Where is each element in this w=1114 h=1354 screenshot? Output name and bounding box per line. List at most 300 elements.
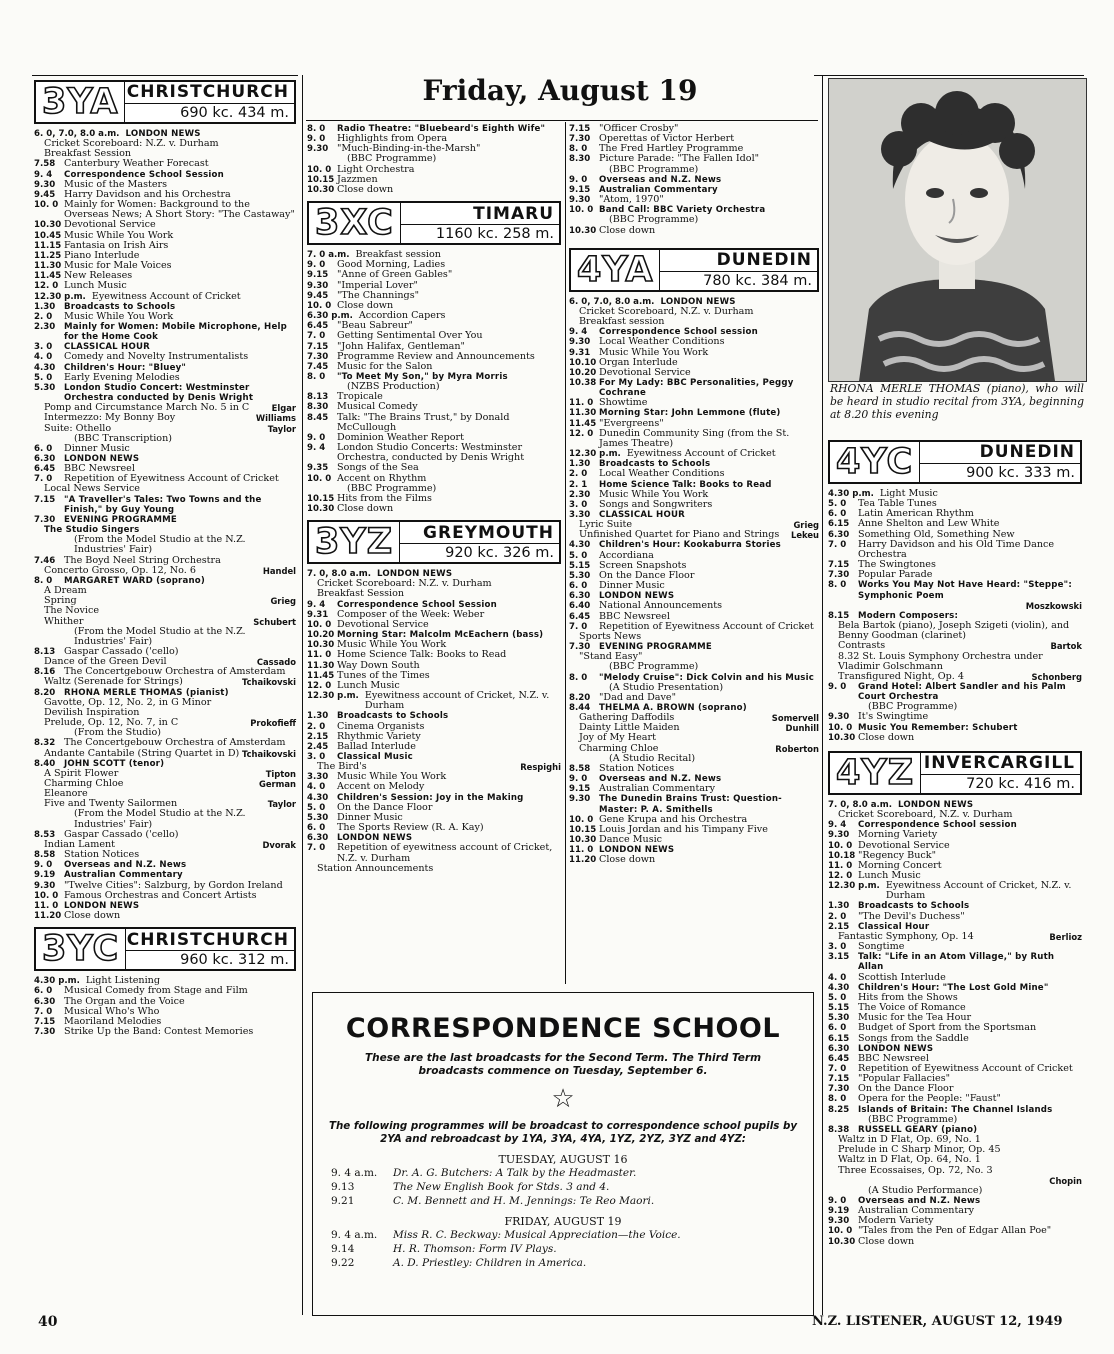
- programme-entry: [34, 738, 296, 748]
- programme-time: 9.19: [34, 870, 56, 881]
- programme-time: 9.15: [307, 270, 329, 281]
- programme-time: 12.30 p.m.: [307, 691, 359, 702]
- programme-title: LONDON NEWS: [125, 129, 201, 139]
- programme-title: Musical Comedy from Stage and Film: [64, 985, 248, 997]
- header-underline: [306, 120, 818, 121]
- programme-title: LONDON NEWS: [660, 296, 736, 307]
- programme-title: Music While You Work: [64, 229, 174, 241]
- composer: Taylor: [267, 799, 296, 810]
- programme-title: The Voice of Romance: [858, 1002, 966, 1014]
- programme-title: LONDON NEWS: [64, 454, 140, 464]
- programme-time: 3.15: [828, 952, 850, 963]
- programme-note: Breakfast session: [579, 316, 665, 328]
- programme-title: "Atom, 1970": [599, 194, 664, 206]
- work-title: Andante Cantabile (String Quartet in D): [44, 747, 240, 759]
- programme-title: Music for the Tea Hour: [858, 1012, 972, 1024]
- programme-title: The Concertgebouw Orchestra of Amsterdam: [64, 737, 286, 749]
- correspondence-time: 9.14: [331, 1243, 355, 1255]
- correspondence-item: [331, 1166, 813, 1180]
- correspondence-time: 9. 4 a.m.: [331, 1229, 378, 1241]
- programme-title: New Releases: [64, 270, 133, 282]
- programme-title: On the Dance Floor: [599, 569, 695, 581]
- station-banner-4ya: [569, 248, 819, 292]
- programme-entry: [828, 712, 1082, 722]
- programme-time: 12. 0: [828, 871, 853, 881]
- programme-title: Broadcasts to Schools: [858, 901, 970, 912]
- programme-entry: [34, 159, 296, 169]
- programme-time: 7.15: [569, 124, 591, 134]
- station-callsign: 3YZ: [309, 522, 400, 562]
- photo-caption: RHONA MERLE THOMAS (piano), who will be heard in studio recital from 3YA, beginning at 8.20 this evening: [830, 382, 1084, 422]
- programme-time: 6.30: [828, 1043, 850, 1054]
- station-callsign: 3YC: [36, 929, 126, 969]
- programme-title: "John Halifax, Gentleman": [337, 340, 465, 352]
- programme-time: 7. 0, 8.0 a.m.: [828, 799, 892, 810]
- programme-title: Mainly for Women: Mobile Microphone, Help for the Home Cook: [64, 321, 287, 343]
- programme-time: 10.30: [828, 732, 856, 743]
- programme-title: LONDON NEWS: [858, 1043, 934, 1054]
- programme-list-3xc: [307, 250, 561, 514]
- programme-title: Tropicale: [337, 391, 383, 403]
- programme-time: 10.18: [828, 850, 856, 861]
- programme-note: (From the Model Studio at the N.Z. Industries' Fair): [74, 534, 246, 556]
- programme-note: (BBC Transcription): [74, 432, 173, 444]
- station-banner-3yc: [34, 927, 296, 971]
- programme-title: Dunedin Community Sing (from the St. James Theatre): [599, 427, 790, 449]
- programme-title: Classical Music: [337, 751, 413, 762]
- station-city: CHRISTCHURCH: [126, 82, 289, 103]
- programme-entry: [34, 312, 296, 322]
- correspondence-topic: H. R. Thomson: Form IV Plays.: [393, 1243, 557, 1255]
- programme-title: Dinner Music: [599, 580, 665, 592]
- programme-title: Operettas of Victor Herbert: [599, 133, 735, 145]
- programme-title: Close down: [337, 183, 394, 195]
- programme-time: 11. 0: [34, 900, 59, 911]
- column-3ya: [34, 76, 296, 1037]
- programme-time: 9. 0: [307, 260, 326, 271]
- programme-time: 7.15: [307, 341, 329, 352]
- programme-title: Lunch Music: [64, 280, 127, 292]
- programme-time: 7. 0: [34, 474, 53, 485]
- programme-time: 7.30: [34, 514, 56, 525]
- programme-title: Correspondence School Session: [337, 599, 497, 610]
- programme-time: 10. 0: [569, 814, 594, 825]
- station-callsign: 4YZ: [830, 753, 921, 793]
- programme-time: 9. 4: [569, 327, 588, 338]
- column-2: [307, 124, 561, 874]
- publication-footer: N.Z. LISTENER, AUGUST 12, 1949: [812, 1314, 1063, 1329]
- work-title: Devilish Inspiration: [44, 706, 140, 718]
- programme-title: Morning Concert: [858, 859, 942, 871]
- programme-time: 9.15: [569, 784, 591, 795]
- programme-entry: [569, 835, 819, 845]
- programme-time: 4. 0: [307, 782, 326, 793]
- correspondence-topic: Miss R. C. Beckway: Musical Appreciation—the Voice.: [393, 1229, 681, 1241]
- programme-title: Morning Variety: [858, 829, 938, 841]
- programme-title: RUSSELL GEARY (piano): [858, 1124, 978, 1135]
- programme-time: 7.45: [307, 361, 329, 372]
- programme-time: 2. 0: [569, 469, 588, 480]
- programme-title: Devotional Service: [337, 618, 429, 630]
- programme-time: 10. 0: [34, 200, 59, 211]
- programme-time: 11.20: [34, 911, 62, 922]
- work-title: Spring: [44, 595, 77, 607]
- programme-title: Budget of Sport from the Sportsman: [858, 1022, 1037, 1034]
- programme-title: Organ Interlude: [599, 356, 678, 368]
- programme-title: For My Lady: BBC Personalities, Peggy Cochrane: [599, 377, 794, 399]
- programme-time: 10.15: [569, 824, 597, 835]
- programme-time: 11.45: [307, 670, 335, 681]
- correspondence-list-tuesday: [313, 1166, 813, 1208]
- programme-time: 4.30 p.m.: [828, 489, 874, 499]
- programme-time: 6. 0, 7.0, 8.0 a.m.: [34, 129, 120, 139]
- programme-title: LONDON NEWS: [599, 845, 675, 856]
- programme-title: Mainly for Women: Background to the Overseas News; A Short Story: "The Castaway": [64, 199, 295, 221]
- composer: Dunhill: [785, 723, 819, 734]
- top-rule-right: [814, 75, 1084, 76]
- programme-time: 7.30: [828, 1084, 850, 1095]
- programme-time: 9.31: [569, 347, 591, 358]
- correspondence-day-friday: FRIDAY, AUGUST 19: [504, 1215, 622, 1228]
- programme-note: (BBC Programme): [609, 214, 699, 226]
- programme-entry: [307, 504, 561, 514]
- programme-title: The Fred Hartley Programme: [599, 143, 744, 155]
- programme-note: (From the Model Studio at the N.Z. Industries' Fair): [74, 808, 246, 830]
- programme-time: 8.44: [569, 702, 591, 713]
- programme-title: "The Devil's Duchess": [858, 910, 965, 922]
- programme-title: Tea Table Tunes: [858, 498, 937, 510]
- programme-time: 9. 0: [828, 1196, 847, 1206]
- work-title: Gathering Daffodils: [579, 712, 675, 724]
- programme-title: Music While You Work: [599, 346, 709, 358]
- work-title: Prelude in C Sharp Minor, Op. 45: [838, 1144, 1001, 1156]
- programme-entry: [569, 784, 819, 794]
- work-line: [828, 601, 1082, 611]
- programme-title: Close down: [858, 731, 915, 743]
- correspondence-item: [331, 1194, 813, 1208]
- programme-time: 10.10: [569, 357, 597, 368]
- programme-time: 4.30: [569, 540, 591, 551]
- programme-title: Close down: [599, 224, 656, 236]
- programme-title: On the Dance Floor: [337, 801, 433, 813]
- programme-entry: [569, 794, 819, 814]
- programme-title: Dinner Music: [337, 811, 403, 823]
- programme-time: 5.15: [569, 560, 591, 571]
- programme-time: 8. 0: [307, 124, 326, 134]
- programme-title: "Anne of Green Gables": [337, 269, 453, 281]
- programme-title: Composer of the Week: Weber: [337, 608, 485, 620]
- work-title: Contrasts: [838, 640, 886, 652]
- programme-time: 8. 0: [828, 580, 847, 591]
- programme-title: "Officer Crosby": [599, 123, 679, 134]
- programme-entry: [828, 952, 1082, 972]
- programme-title: Light Music: [879, 488, 938, 499]
- programme-entry: [34, 281, 296, 291]
- programme-time: 10.30: [307, 640, 335, 651]
- programme-time: 7. 0: [307, 331, 326, 342]
- programme-title: Modern Variety: [858, 1215, 934, 1227]
- programme-time: 6.45: [569, 611, 591, 622]
- programme-title: Something Old, Something New: [858, 528, 1015, 540]
- programme-title: Station Notices: [64, 849, 140, 861]
- programme-time: 10.15: [307, 493, 335, 504]
- station-frequency: 720 kc. 416 m.: [921, 774, 1080, 793]
- programme-title: London Studio Concerts: Westminster Orchestra, conducted by Denis Wright: [337, 442, 525, 464]
- programme-title: Eyewitness Account of Cricket: [91, 290, 241, 302]
- correspondence-time: 9.13: [331, 1181, 355, 1193]
- work-title: Indian Lament: [44, 838, 116, 850]
- programme-time: 3.30: [307, 772, 329, 783]
- programme-title: Station Notices: [599, 762, 675, 774]
- programme-title: "Tales from the Pen of Edgar Allan Poe": [858, 1225, 1052, 1237]
- programme-time: 5. 0: [307, 802, 326, 813]
- programme-entry: [307, 742, 561, 752]
- programme-entry: [34, 352, 296, 362]
- programme-time: 8. 0: [828, 1094, 847, 1105]
- programme-time: 11.30: [569, 408, 597, 419]
- programme-note: Local News Service: [44, 483, 140, 495]
- programme-title: Light Orchestra: [337, 163, 415, 175]
- correspondence-item: [331, 1228, 813, 1242]
- programme-time: 5.30: [307, 812, 329, 823]
- programme-entry: [569, 226, 819, 236]
- work-line: [828, 1166, 1082, 1176]
- programme-title: Broadcasts to Schools: [64, 301, 176, 312]
- programme-title: The Organ and the Voice: [64, 995, 185, 1007]
- programme-time: 12.30 p.m.: [569, 449, 621, 460]
- programme-title: Accent on Melody: [337, 781, 425, 793]
- programme-time: 8. 0: [569, 144, 588, 155]
- work-title: Waltz (Serenade for Strings): [44, 676, 183, 688]
- programme-time: 8.32: [34, 738, 56, 749]
- work-title: Dance of the Green Devil: [44, 656, 167, 668]
- programme-time: 6.30: [34, 454, 56, 464]
- programme-note: (A Studio Presentation): [609, 681, 724, 693]
- programme-time: 8.30: [307, 402, 329, 413]
- work-title: Waltz in D Flat, Op. 69, No. 1: [838, 1134, 981, 1146]
- programme-time: 5. 0: [828, 992, 847, 1003]
- work-title: Whither: [44, 615, 84, 627]
- programme-entry: [34, 850, 296, 860]
- programme-title: "Dad and Dave": [599, 691, 677, 703]
- programme-entry: [34, 444, 296, 454]
- programme-entry: [569, 500, 819, 510]
- programme-time: 8.13: [307, 392, 329, 403]
- programme-time: 8.25: [828, 1104, 850, 1115]
- programme-title: Overseas and N.Z. News: [64, 860, 187, 871]
- programme-entry: [34, 495, 296, 515]
- programme-time: 2.30: [34, 321, 56, 332]
- programme-entry: [569, 378, 819, 398]
- programme-title: The Sports Review (R. A. Kay): [337, 822, 484, 834]
- programme-entry: [569, 175, 819, 185]
- programme-title: "Imperial Lover": [337, 279, 418, 291]
- programme-entry: [569, 398, 819, 408]
- work-title: Gavotte, Op. 12, No. 2, in G Minor: [44, 696, 212, 708]
- programme-title: Songs from the Saddle: [858, 1032, 969, 1044]
- programme-time: 10.30: [569, 225, 597, 236]
- work-title: Dainty Little Maiden: [579, 722, 680, 734]
- programme-time: 6. 0, 7.0, 8.0 a.m.: [569, 296, 655, 307]
- station-city: CHRISTCHURCH: [126, 929, 289, 950]
- programme-time: 10.30: [34, 220, 62, 231]
- programme-note: Station Announcements: [317, 862, 434, 874]
- programme-time: 8.13: [34, 646, 56, 657]
- station-city: TIMARU: [473, 203, 554, 224]
- programme-title: CLASSICAL HOUR: [64, 342, 150, 353]
- programme-time: 1.30: [828, 901, 850, 912]
- programme-title: Talk: "Life in an Atom Village," by Ruth Allan: [858, 952, 1055, 973]
- programme-title: Devotional Service: [599, 366, 691, 378]
- programme-time: 9. 0: [569, 174, 588, 185]
- programme-time: 5.30: [34, 382, 56, 393]
- programme-title: Accordion Capers: [358, 310, 446, 322]
- programme-time: 11.15: [34, 240, 62, 251]
- work-title: The Novice: [44, 605, 100, 617]
- work-title: Three Ecossaises, Op. 72, No. 3: [838, 1164, 993, 1176]
- programme-title: Eyewitness account of Cricket, N.Z. v. Durham: [364, 690, 550, 712]
- programme-title: Gaspar Cassado ('cello): [64, 828, 179, 840]
- programme-time: 11.30: [307, 660, 335, 671]
- programme-title: Musical Who's Who: [64, 1005, 160, 1017]
- programme-time: 1.30: [307, 711, 329, 722]
- programme-time: 9.35: [307, 463, 329, 474]
- programme-time: 5.30: [828, 1013, 850, 1024]
- programme-time: 11. 0: [307, 650, 332, 661]
- programme-title: CLASSICAL HOUR: [599, 510, 685, 520]
- programme-time: 11.45: [34, 271, 62, 282]
- programme-time: 9. 4: [307, 599, 326, 610]
- programme-title: Light Listening: [85, 975, 160, 987]
- composer: Handel: [262, 565, 296, 576]
- composer: Lekeu: [790, 530, 819, 541]
- programme-time: 10.20: [569, 367, 597, 378]
- programme-title: Fantasia on Irish Airs: [64, 239, 169, 251]
- programme-time: 9.30: [34, 880, 56, 891]
- programme-title: Rhythmic Variety: [337, 730, 421, 742]
- programme-time: 1.30: [34, 301, 56, 312]
- programme-time: 7. 0 a.m.: [307, 250, 350, 261]
- programme-entry: [307, 443, 561, 463]
- work-title: Waltz in D Flat, Op. 64, No. 1: [838, 1154, 981, 1166]
- programme-time: 4.30: [828, 982, 850, 993]
- composer: Elgar: [271, 403, 296, 414]
- column-rule-3: [822, 75, 823, 1315]
- programme-title: Lunch Music: [858, 870, 921, 881]
- programme-time: 7.30: [828, 570, 850, 581]
- composer: Williams: [255, 413, 296, 424]
- programme-note: Sports News: [579, 630, 642, 642]
- programme-entry: [34, 383, 296, 403]
- programme-time: 6.30: [34, 996, 56, 1007]
- programme-title: MARGARET WARD (soprano): [64, 575, 206, 586]
- programme-entry: [569, 855, 819, 865]
- programme-time: 8. 0: [307, 371, 326, 382]
- programme-time: 7. 0: [828, 539, 847, 550]
- work-title: Charming Chloe: [44, 778, 124, 789]
- station-banner-4yc: [828, 440, 1082, 484]
- work-line: [34, 749, 296, 759]
- station-frequency: 960 kc. 312 m.: [126, 950, 294, 969]
- programme-time: 9.30: [569, 337, 591, 348]
- programme-time: 6. 0: [307, 823, 326, 834]
- work-line: [34, 677, 296, 687]
- programme-title: Latin American Rhythm: [858, 508, 974, 520]
- programme-entry: [307, 823, 561, 833]
- programme-title: "Much-Binding-in-the-Marsh": [337, 143, 481, 155]
- programme-title: Piano Interlude: [64, 249, 140, 261]
- programme-title: Music You Remember: Schubert: [858, 722, 1018, 733]
- programme-title: Morning Star: Malcolm McEachern (bass): [337, 630, 544, 641]
- programme-time: 7.30: [569, 642, 591, 653]
- programme-time: 6. 0: [569, 581, 588, 592]
- composer: Prokofieff: [250, 718, 296, 729]
- programme-title: "The Channings": [337, 289, 420, 301]
- correspondence-day-tuesday: TUESDAY, AUGUST 16: [498, 1153, 628, 1166]
- programme-time: 7.58: [34, 159, 56, 170]
- programme-time: 2.15: [828, 921, 850, 932]
- composer: Roberton: [775, 743, 819, 754]
- composer: Moszkowski: [1025, 600, 1082, 611]
- programme-entry: [828, 830, 1082, 840]
- column-rule-1: [302, 75, 303, 1315]
- programme-entry: [569, 368, 819, 378]
- programme-title: Scottish Interlude: [858, 971, 946, 983]
- programme-list-4ya: [569, 297, 819, 866]
- programme-title: Music While You Work: [337, 639, 447, 651]
- programme-entry: [34, 986, 296, 996]
- programme-entry: [34, 911, 296, 921]
- programme-title: Ballad Interlude: [337, 740, 416, 752]
- programme-title: Children's Session: Joy in the Making: [337, 792, 524, 803]
- programme-title: LONDON NEWS: [599, 591, 675, 602]
- programme-title: Good Morning, Ladies: [337, 259, 446, 271]
- programme-time: 9. 0: [828, 681, 847, 692]
- programme-time: 2.15: [307, 731, 329, 742]
- programme-time: 7.15: [828, 1074, 850, 1085]
- programme-title: Jazzmen: [337, 173, 378, 185]
- portrait-photo: [828, 78, 1087, 382]
- programme-time: 3.30: [569, 510, 591, 520]
- programme-entry: [828, 912, 1082, 922]
- programme-title: Harry Davidson and his Old Time Dance Orchestra: [858, 538, 1055, 560]
- programme-time: 10.15: [307, 174, 335, 185]
- programme-entry: [34, 292, 296, 302]
- programme-entry: [34, 373, 296, 383]
- programme-entry: [828, 540, 1082, 560]
- programme-title: "Popular Fallacies": [858, 1073, 951, 1085]
- correspondence-topic: Dr. A. G. Butchers: A Talk by the Headmaster.: [393, 1167, 637, 1179]
- correspondence-item: [331, 1242, 813, 1256]
- portrait-image-icon: [829, 79, 1086, 381]
- programme-title: THELMA A. BROWN (soprano): [599, 702, 747, 713]
- programme-time: 7. 0: [307, 843, 326, 854]
- programme-time: 10. 0: [307, 300, 332, 311]
- programme-time: 3. 0: [569, 499, 588, 510]
- programme-time: 10.20: [307, 630, 335, 641]
- programme-note: (NZBS Production): [347, 381, 440, 393]
- programme-time: 7.15: [34, 494, 56, 505]
- programme-entry: [34, 1027, 296, 1037]
- programme-title: Programme Review and Announcements: [337, 350, 535, 362]
- programme-title: BBC Newsreel: [599, 610, 670, 622]
- programme-title: Repetition of Eyewitness Account of Cricket: [858, 1062, 1073, 1074]
- programme-title: Close down: [64, 910, 121, 922]
- programme-time: 11.25: [34, 250, 62, 261]
- programme-entry: [569, 469, 819, 479]
- programme-title: Songtime: [858, 941, 905, 953]
- programme-title: Australian Commentary: [64, 870, 183, 881]
